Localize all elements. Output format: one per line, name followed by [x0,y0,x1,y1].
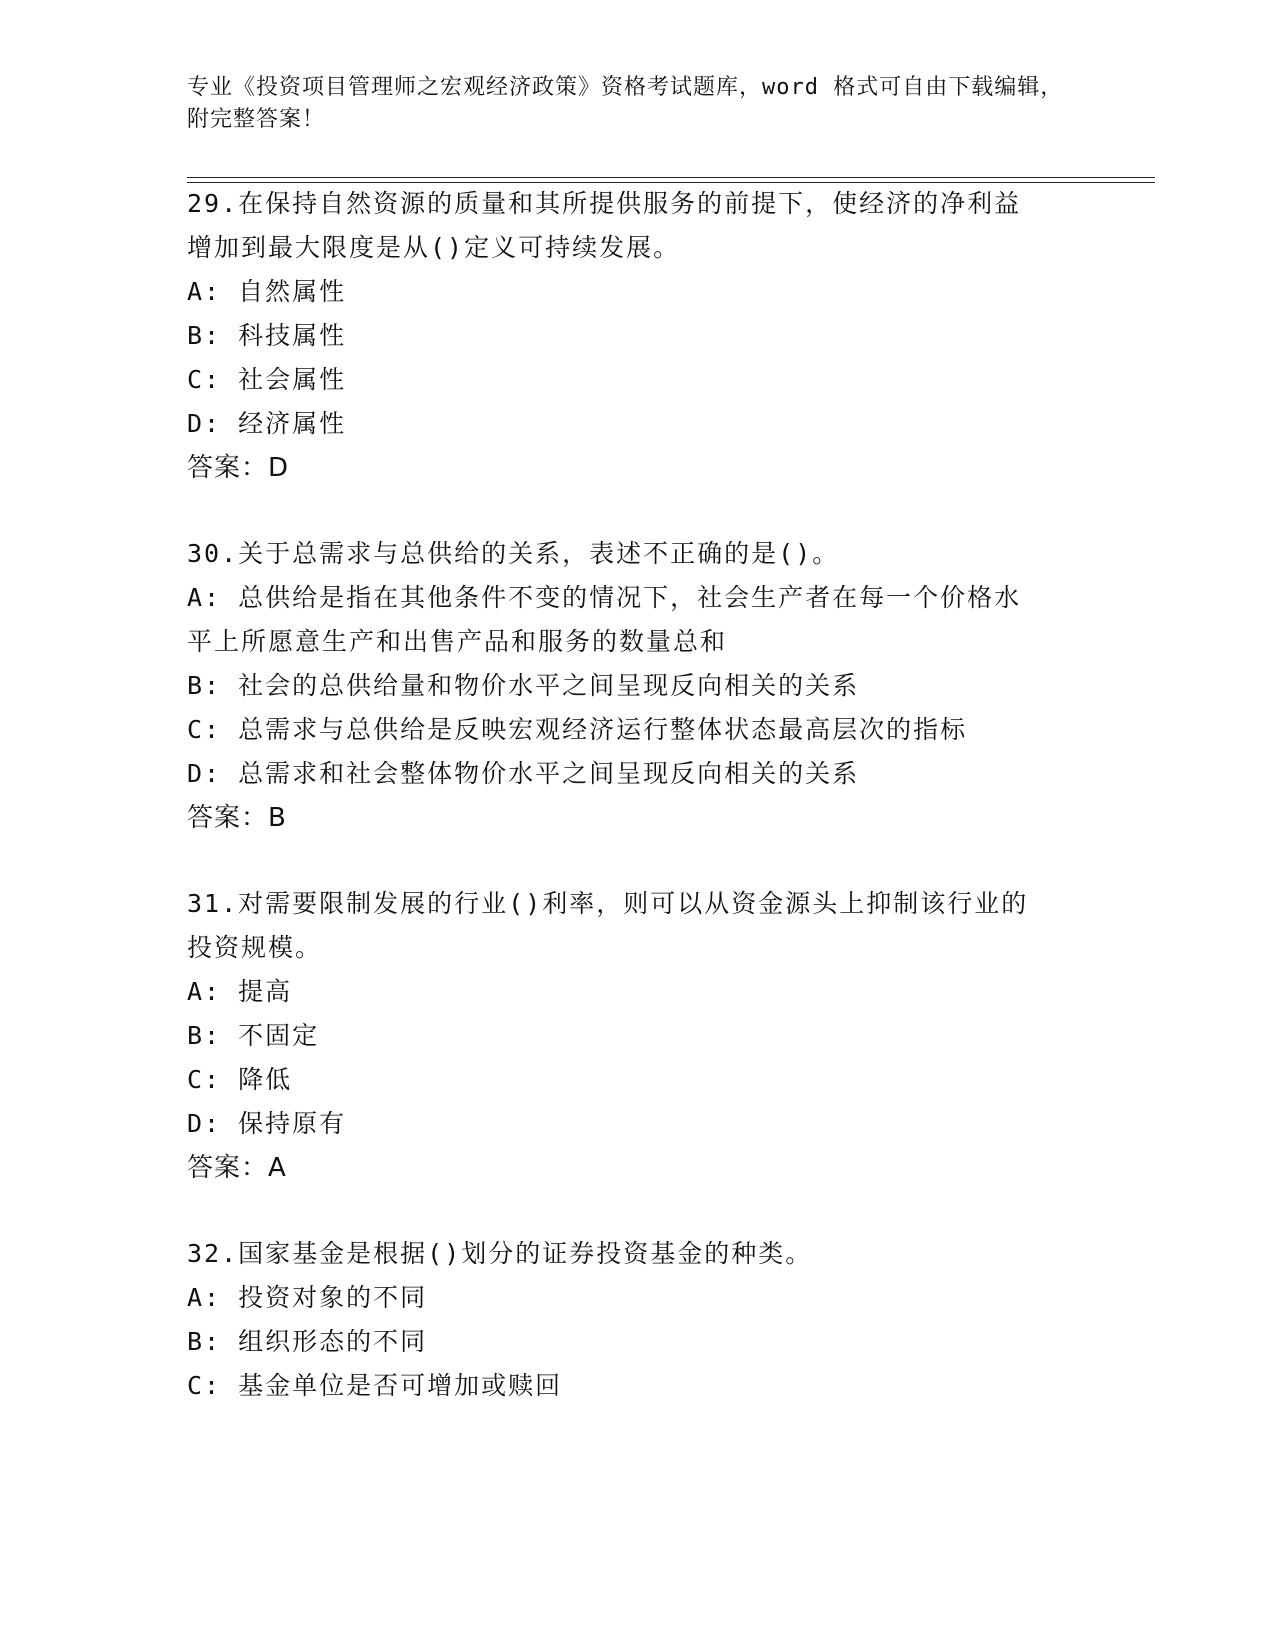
question-30-option-b: B: 社会的总供给量和物价水平之间呈现反向相关的关系 [187,671,860,700]
header-divider-bottom [187,182,1155,183]
question-29-option-a: A: 自然属性 [187,277,347,306]
header-divider-top [187,177,1155,178]
question-31-option-b: B: 不固定 [187,1021,320,1050]
question-30-option-a-line-1: A: 总供给是指在其他条件不变的情况下，社会生产者在每一个价格水 [187,583,1022,612]
question-29-answer: 答案：D [187,453,290,483]
document-header: 专业《投资项目管理师之宏观经济政策》资格考试题库，word 格式可自由下载编辑，附完整答案！ [187,75,1064,132]
question-29-option-b: B: 科技属性 [187,321,347,350]
question-31-option-a: A: 提高 [187,977,293,1006]
question-30-option-a-line-2: 平上所愿意生产和出售产品和服务的数量总和 [187,627,728,656]
question-29-option-c: C: 社会属性 [187,365,347,394]
question-29-option-d: D: 经济属性 [187,409,347,438]
question-32-option-c: C: 基金单位是否可增加或赎回 [187,1371,563,1400]
question-29-stem-line-2: 增加到最大限度是从()定义可持续发展。 [187,233,681,262]
question-29-stem-line-1: 29.在保持自然资源的质量和其所提供服务的前提下，使经济的净利益 [187,189,1022,218]
question-30-option-c: C: 总需求与总供给是反映宏观经济运行整体状态最高层次的指标 [187,715,968,744]
question-30-answer: 答案：B [187,803,287,833]
question-31-stem-line-1: 31.对需要限制发展的行业()利率，则可以从资金源头上抑制该行业的 [187,889,1029,918]
question-31-stem-line-2: 投资规模。 [187,933,323,962]
question-30-stem-line-1: 30.关于总需求与总供给的关系，表述不正确的是()。 [187,539,840,568]
question-31-option-c: C: 降低 [187,1065,293,1094]
question-31-answer: 答案：A [187,1153,287,1183]
question-32-option-b: B: 组织形态的不同 [187,1327,428,1356]
question-32-option-a: A: 投资对象的不同 [187,1283,428,1312]
question-31-option-d: D: 保持原有 [187,1109,347,1138]
question-30-option-d: D: 总需求和社会整体物价水平之间呈现反向相关的关系 [187,759,860,788]
question-32-stem-line-1: 32.国家基金是根据()划分的证券投资基金的种类。 [187,1239,813,1268]
